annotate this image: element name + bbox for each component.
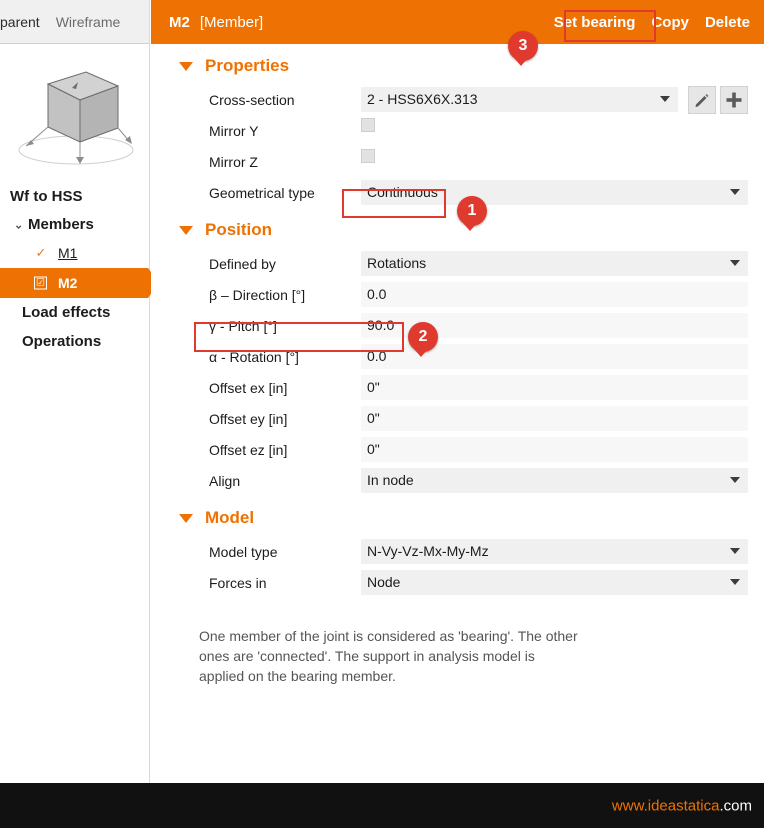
- section-model-title: Model: [205, 508, 255, 527]
- offset-ey-label: Offset ey [in]: [209, 410, 288, 427]
- offset-ey-field[interactable]: [361, 406, 748, 431]
- cross-section-value: 2 - HSS6X6X.313: [367, 91, 478, 107]
- mirror-z-label: Mirror Z: [209, 153, 258, 170]
- offset-ex-label: Offset ex [in]: [209, 379, 288, 396]
- geometrical-type-combo[interactable]: [361, 180, 748, 205]
- footer-site-tld: .com: [719, 797, 752, 814]
- header-actions: [554, 14, 750, 31]
- triangle-down-icon: [179, 226, 193, 235]
- forces-in-combo[interactable]: [361, 570, 748, 595]
- defined-by-field[interactable]: [361, 251, 748, 276]
- geometrical-type-value: Continuous: [367, 184, 438, 200]
- section-properties-title: Properties: [205, 56, 290, 75]
- defined-by-value: Rotations: [367, 255, 427, 271]
- alpha-rotation-label: α - Rotation [°]: [209, 348, 299, 365]
- tree-item-m1-label: M1: [58, 245, 78, 261]
- left-tab-strip: [0, 0, 149, 44]
- tree-project-name: Wf to HSS: [10, 188, 83, 205]
- mirror-z-field[interactable]: [361, 149, 748, 174]
- tree-node-members-label: Members: [28, 216, 94, 233]
- align-field[interactable]: [361, 468, 748, 493]
- tree-node-members[interactable]: [0, 211, 149, 238]
- add-cross-section-button[interactable]: [720, 86, 748, 114]
- copy-button[interactable]: Copy: [651, 13, 689, 31]
- chevron-down-icon: [730, 579, 740, 585]
- properties-panel: [151, 0, 764, 783]
- tab-parent[interactable]: parent: [0, 13, 40, 30]
- mirror-y-label: Mirror Y: [209, 122, 259, 139]
- row-beta-direction: [151, 279, 764, 310]
- beta-direction-input[interactable]: 0.0: [361, 282, 748, 307]
- plus-icon: [725, 91, 743, 109]
- chevron-down-icon: [730, 189, 740, 195]
- beta-direction-label: β – Direction [°]: [209, 286, 306, 303]
- callout-badge-1-number: 1: [467, 202, 477, 219]
- gamma-pitch-label: γ - Pitch [°]: [209, 317, 277, 334]
- left-panel: [0, 0, 150, 783]
- alpha-rotation-input[interactable]: 0.0: [361, 344, 748, 369]
- pencil-icon: [694, 92, 710, 108]
- model-tree: [0, 184, 149, 356]
- row-cross-section: [151, 84, 764, 115]
- offset-ey-input[interactable]: 0": [361, 406, 748, 431]
- row-offset-ex: [151, 372, 764, 403]
- mirror-y-checkbox[interactable]: [361, 118, 375, 132]
- chevron-down-icon: ⌄: [14, 219, 24, 231]
- chevron-down-icon: [730, 548, 740, 554]
- footer-site: [612, 797, 752, 814]
- row-align: [151, 465, 764, 496]
- gamma-pitch-input[interactable]: 90.0: [361, 313, 748, 338]
- model-type-value: N-Vy-Vz-Mx-My-Mz: [367, 543, 489, 559]
- row-offset-ez: [151, 434, 764, 465]
- callout-badge-3: [508, 31, 538, 61]
- cross-section-label: Cross-section: [209, 91, 295, 108]
- row-offset-ey: [151, 403, 764, 434]
- callout-badge-3-number: 3: [518, 37, 528, 54]
- row-gamma-pitch: [151, 310, 764, 341]
- offset-ex-field[interactable]: [361, 375, 748, 400]
- forces-in-label: Forces in: [209, 574, 267, 591]
- offset-ex-input[interactable]: 0": [361, 375, 748, 400]
- geometrical-type-field[interactable]: [361, 180, 748, 205]
- row-defined-by: [151, 248, 764, 279]
- footer-site-main: www.ideastatica: [611, 797, 720, 814]
- forces-in-value: Node: [367, 574, 401, 590]
- tab-wireframe[interactable]: Wireframe: [55, 13, 121, 30]
- set-bearing-button[interactable]: Set bearing: [553, 13, 636, 31]
- panel-header: [151, 0, 764, 44]
- row-alpha-rotation: [151, 341, 764, 372]
- callout-tail-icon: [414, 349, 428, 357]
- callout-tail-icon: [463, 223, 477, 231]
- row-mirror-y: [151, 115, 764, 146]
- section-model-header[interactable]: [151, 496, 764, 536]
- delete-button[interactable]: Delete: [704, 13, 750, 31]
- model-type-combo[interactable]: [361, 539, 748, 564]
- section-properties-header[interactable]: [151, 44, 764, 84]
- align-combo[interactable]: [361, 468, 748, 493]
- mirror-y-field[interactable]: [361, 118, 748, 143]
- geometrical-type-label: Geometrical type: [209, 184, 315, 201]
- row-mirror-z: [151, 146, 764, 177]
- defined-by-label: Defined by: [209, 255, 276, 272]
- model-type-field[interactable]: [361, 539, 748, 564]
- callout-tail-icon: [514, 58, 528, 66]
- callout-badge-1: [457, 196, 487, 226]
- offset-ez-field[interactable]: [361, 437, 748, 462]
- row-geometrical-type: [151, 177, 764, 208]
- 3d-cube-icon: [8, 54, 143, 179]
- row-model-type: [151, 536, 764, 567]
- page-title: M2: [169, 13, 190, 31]
- defined-by-combo[interactable]: [361, 251, 748, 276]
- edit-cross-section-button[interactable]: [688, 86, 716, 114]
- tree-item-m1[interactable]: [0, 238, 149, 268]
- tree-node-load-effects[interactable]: Load effects: [22, 304, 111, 321]
- offset-ez-label: Offset ez [in]: [209, 441, 288, 458]
- tree-item-m2-label: M2: [58, 275, 78, 291]
- bearing-note: One member of the joint is considered as 'bearing'. The other ones are 'connected'. The support in analysis model is applied on the bearing member.: [199, 628, 578, 684]
- callout-badge-2: [408, 322, 438, 352]
- align-value: In node: [367, 472, 414, 488]
- triangle-down-icon: [179, 514, 193, 523]
- offset-ez-input[interactable]: 0": [361, 437, 748, 462]
- footer-bar: [0, 783, 764, 828]
- page-subtitle: [Member]: [199, 13, 264, 31]
- triangle-down-icon: [179, 62, 193, 71]
- row-forces-in: [151, 567, 764, 598]
- cross-section-field[interactable]: [361, 87, 678, 112]
- tree-item-m2[interactable]: [0, 268, 148, 298]
- align-label: Align: [209, 472, 241, 489]
- model-thumbnail[interactable]: [0, 44, 149, 184]
- mirror-z-checkbox[interactable]: [361, 149, 375, 163]
- tree-node-operations[interactable]: Operations: [22, 333, 102, 350]
- check-icon[interactable]: ✓: [35, 245, 47, 260]
- section-position-title: Position: [205, 220, 273, 239]
- panel-content: [151, 44, 764, 783]
- chevron-down-icon: [730, 477, 740, 483]
- chevron-down-icon: [660, 96, 670, 102]
- cross-section-combo[interactable]: [361, 87, 678, 112]
- callout-badge-2-number: 2: [418, 328, 428, 345]
- chevron-down-icon: [730, 260, 740, 266]
- beta-direction-field[interactable]: [361, 282, 748, 307]
- checkbox-icon[interactable]: ☑: [34, 277, 47, 290]
- forces-in-field[interactable]: [361, 570, 748, 595]
- model-type-label: Model type: [209, 543, 278, 560]
